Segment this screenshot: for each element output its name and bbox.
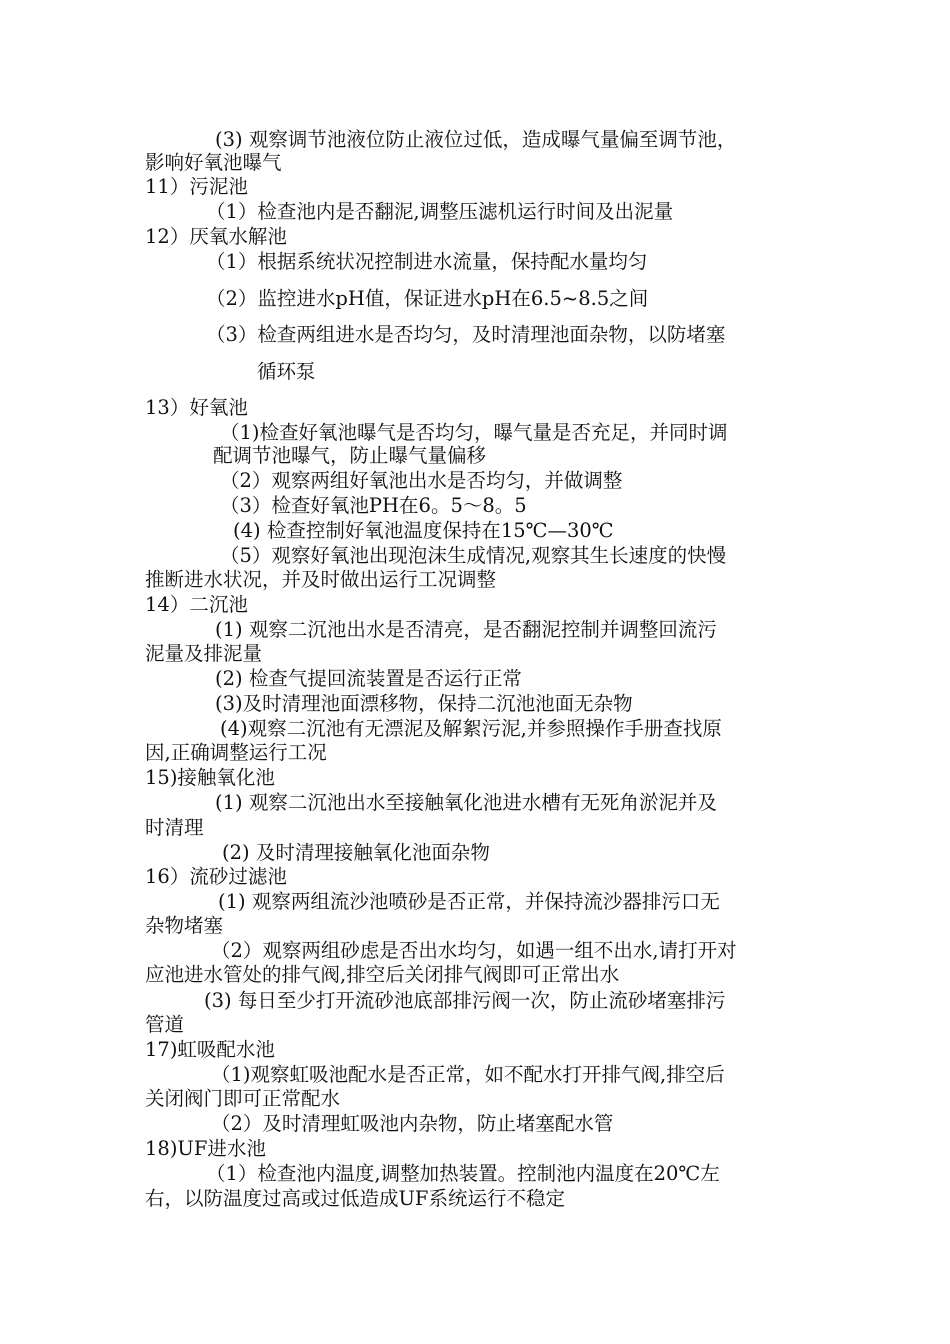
text-line: 右，以防温度过高或过低造成UF系统运行不稳定 (145, 1187, 565, 1210)
text-line: (2) 及时清理接触氧化池面杂物 (222, 841, 490, 864)
section-heading: 11）污泥池 (145, 175, 248, 198)
text-line: 配调节池曝气，防止曝气量偏移 (213, 444, 487, 467)
text-line: 影响好氧池曝气 (145, 151, 282, 174)
text-line: 推断进水状况，并及时做出运行工况调整 (145, 568, 497, 591)
section-heading: 12）厌氧水解池 (145, 225, 287, 248)
section-heading: 17)虹吸配水池 (145, 1038, 275, 1061)
text-line: 杂物堵塞 (145, 914, 224, 937)
text-line: 时清理 (145, 816, 204, 839)
text-line: （2）观察两组砂虑是否出水均匀，如遇一组不出水,请打开对 (211, 939, 737, 962)
text-line: (2) 检查气提回流装置是否运行正常 (215, 667, 522, 690)
text-line: 因,正确调整运行工况 (145, 741, 327, 764)
text-line: (3) 每日至少打开流砂池底部排污阀一次，防止流砂堵塞排污 (204, 989, 726, 1012)
text-line: （2）及时清理虹吸池内杂物，防止堵塞配水管 (211, 1112, 614, 1135)
text-line: 循环泵 (257, 360, 316, 383)
text-line: （1）根据系统状况控制进水流量，保持配水量均匀 (206, 250, 648, 273)
text-line: （3）检查两组进水是否均匀，及时清理池面杂物，以防堵塞 (206, 323, 726, 346)
text-line: （1)检查好氧池曝气是否均匀，曝气量是否充足，并同时调 (220, 421, 728, 444)
text-line: (4) 检查控制好氧池温度保持在15℃—30℃ (233, 519, 614, 542)
section-heading: 14）二沉池 (145, 593, 248, 616)
text-line: （1）检查池内温度,调整加热装置。控制池内温度在20℃左 (206, 1162, 720, 1185)
text-line: (1) 观察两组流沙池喷砂是否正常，并保持流沙器排污口无 (218, 890, 720, 913)
text-line: (1) 观察二沉池出水至接触氧化池进水槽有无死角淤泥并及 (215, 791, 717, 814)
section-heading: 16）流砂过滤池 (145, 865, 287, 888)
text-line: （5）观察好氧池出现泡沫生成情况,观察其生长速度的快慢 (220, 544, 727, 567)
text-line: (3) 观察调节池液位防止液位过低，造成曝气量偏至调节池， (215, 128, 737, 151)
text-line: （1）检查池内是否翻泥,调整压滤机运行时间及出泥量 (206, 200, 674, 223)
section-heading: 13）好氧池 (145, 396, 248, 419)
text-line: 管道 (145, 1013, 185, 1036)
text-line: (3)及时清理池面漂移物，保持二沉池池面无杂物 (215, 692, 633, 715)
text-line: 应池进水管处的排气阀,排空后关闭排气阀即可正常出水 (145, 963, 620, 986)
text-line: 关闭阀门即可正常配水 (145, 1087, 341, 1110)
section-heading: 15)接触氧化池 (145, 766, 275, 789)
text-line: (1) 观察二沉池出水是否清亮，是否翻泥控制并调整回流污 (215, 618, 717, 641)
text-line: （2）观察两组好氧池出水是否均匀，并做调整 (220, 469, 623, 492)
text-line: （2）监控进水pH值，保证进水pH在6.5~8.5之间 (206, 287, 649, 310)
section-heading: 18)UF进水池 (145, 1137, 266, 1160)
text-line: （1)观察虹吸池配水是否正常，如不配水打开排气阀,排空后 (211, 1063, 725, 1086)
text-line: 泥量及排泥量 (145, 642, 263, 665)
text-line: （3）检查好氧池PH在6。5～8。5 (220, 494, 527, 517)
text-line: (4)观察二沉池有无漂泥及解絮污泥,并参照操作手册查找原 (220, 717, 722, 740)
